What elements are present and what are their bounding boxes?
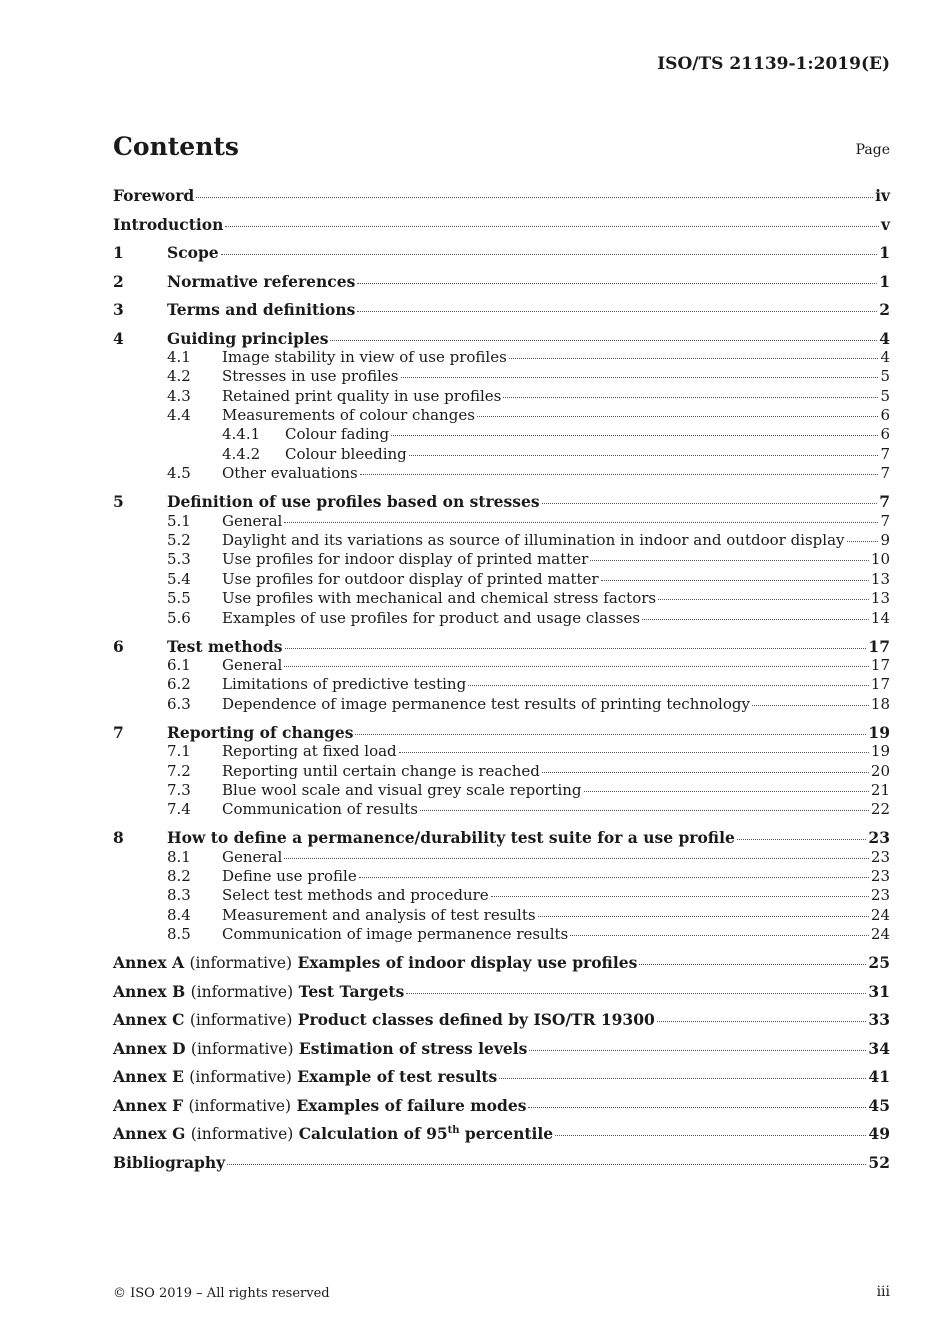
toc-page: v [880, 214, 890, 234]
page-number: iii [876, 1284, 890, 1300]
document-id: ISO/TS 21139-1:2019(E) [657, 54, 890, 74]
toc-entry-section-2[interactable] [113, 272, 890, 301]
dot-leader [542, 503, 878, 504]
toc-entry-section-4[interactable] [113, 329, 890, 348]
dot-leader [468, 685, 869, 686]
toc-entry-annex[interactable] [113, 1124, 890, 1153]
toc-page: 13 [870, 569, 890, 588]
dot-leader [590, 560, 869, 561]
toc-page: 45 [868, 1095, 890, 1115]
toc-page: 7 [879, 492, 890, 512]
dot-leader [555, 1135, 866, 1136]
toc-title: Blue wool scale and visual grey scale reporting [222, 780, 582, 799]
toc-entry-subsection-5.6[interactable] [113, 609, 890, 637]
toc-page: 5 [880, 386, 890, 405]
toc-entry-section-5[interactable] [113, 492, 890, 511]
dot-leader [542, 772, 869, 773]
annex-title: Test Targets [298, 981, 405, 1001]
toc-title: Use profiles with mechanical and chemical stress factors [222, 589, 657, 608]
toc-title: Scope [167, 243, 219, 262]
toc-title: Select test methods and procedure [222, 886, 489, 905]
dot-leader [642, 619, 869, 620]
toc-entry-section-7[interactable] [113, 723, 890, 742]
toc-page: 34 [868, 1038, 890, 1058]
subsection-number: 6.3 [167, 694, 191, 713]
toc-page: 7 [880, 511, 890, 530]
dot-leader [406, 993, 866, 994]
toc-entry-subsection-8.5[interactable] [113, 925, 890, 953]
subsection-number: 5.4 [167, 569, 191, 588]
toc-page: 19 [868, 722, 890, 742]
toc-entry-section-3[interactable] [113, 300, 890, 329]
subsection-number: 5.5 [167, 589, 191, 608]
toc-page: 22 [870, 800, 890, 819]
toc-title: Measurement and analysis of test results [222, 905, 536, 924]
toc-page: 9 [880, 531, 890, 550]
toc-entry-subsection-5.3[interactable] [113, 550, 890, 569]
toc-page: 17 [870, 655, 890, 674]
toc-entry-subsection-7.2[interactable] [113, 762, 890, 781]
toc-page: 5 [880, 367, 890, 386]
dot-leader [529, 1050, 866, 1051]
toc-page: 52 [868, 1152, 890, 1172]
page-column-label: Page [855, 142, 890, 158]
toc-entry-subsection-8.3[interactable] [113, 886, 890, 905]
toc-entry-subsection-4.3[interactable] [113, 387, 890, 406]
toc-entry-subsection-4.2[interactable] [113, 367, 890, 386]
annex-title: Example of test results [297, 1067, 498, 1087]
annex-label: Annex D [113, 1038, 186, 1058]
toc-title: Communication of image permanence results [222, 925, 569, 944]
annex-title: Examples of failure modes [296, 1095, 527, 1115]
dot-leader [503, 397, 878, 398]
dot-leader [538, 916, 869, 917]
toc-page: 23 [868, 828, 890, 848]
subsection-number: 6.2 [167, 675, 191, 694]
toc-entry-section-6[interactable] [113, 637, 890, 656]
dot-leader [584, 791, 869, 792]
dot-leader [360, 474, 879, 475]
toc-page: 21 [870, 780, 890, 799]
toc-page: 2 [879, 300, 890, 319]
subsection-number: 7.1 [167, 742, 191, 761]
toc-entry-subsection-4.4[interactable] [113, 406, 890, 425]
toc-title: Measurements of colour changes [222, 406, 475, 425]
toc-page: 13 [870, 589, 890, 608]
annex-label: Annex E [113, 1067, 184, 1087]
toc-page: 33 [868, 1010, 890, 1030]
subsection-number: 4.1 [167, 347, 191, 366]
section-number: 3 [113, 300, 124, 319]
dot-leader [357, 311, 877, 312]
toc-entry-bibliography[interactable] [113, 1153, 890, 1182]
toc-title: How to define a permanence/durability test suite for a use profile [167, 828, 735, 848]
dot-leader [477, 416, 879, 417]
toc-page: 23 [870, 886, 890, 905]
dot-leader [491, 896, 869, 897]
toc-page: 6 [880, 425, 890, 444]
annex-heading [113, 1124, 553, 1144]
toc-entry-subsection-5.1[interactable] [113, 512, 890, 531]
toc-title: Communication of results [222, 800, 418, 819]
dot-leader [409, 455, 879, 456]
subsection-number: 5.2 [167, 531, 191, 550]
dot-leader [225, 226, 879, 227]
toc-page: 6 [880, 406, 890, 425]
toc-entry-annex[interactable] [113, 1096, 890, 1125]
annex-kind: (informative) [189, 1068, 292, 1087]
toc-entry-annex[interactable] [113, 982, 890, 1011]
section-number: 8 [113, 828, 124, 848]
toc-entry-annex[interactable] [113, 1039, 890, 1068]
table-of-contents [113, 186, 890, 1181]
toc-entry-subsection-7.1[interactable] [113, 742, 890, 761]
subsection-number: 4.3 [167, 386, 191, 405]
toc-title: Test methods [167, 636, 283, 656]
section-number: 6 [113, 636, 124, 656]
toc-title: Introduction [113, 214, 224, 234]
annex-title: Product classes defined by ISO/TR 19300 [297, 1010, 655, 1030]
copyright-notice: © ISO 2019 – All rights reserved [113, 1286, 330, 1301]
annex-kind: (informative) [190, 1039, 294, 1058]
subsection-number: 8.4 [167, 905, 191, 924]
toc-title: Examples of use profiles for product and usage classes [222, 608, 641, 627]
toc-page: 49 [868, 1124, 890, 1144]
toc-page: 25 [868, 953, 890, 973]
toc-title: General [222, 847, 283, 866]
annex-heading [113, 982, 404, 1002]
section-number: 5 [113, 492, 124, 512]
toc-entry-subsection-6.3[interactable] [113, 695, 890, 723]
subsection-number: 8.2 [167, 867, 191, 886]
dot-leader [359, 877, 869, 878]
annex-kind: (informative) [188, 1096, 292, 1115]
dot-leader [284, 858, 869, 859]
subsection-number: 8.5 [167, 925, 191, 944]
toc-entry-section-1[interactable] [113, 243, 890, 272]
dot-leader [330, 340, 877, 341]
dot-leader [221, 254, 878, 255]
dot-leader [639, 964, 866, 965]
subsection-number: 4.5 [167, 464, 191, 483]
toc-title: Retained print quality in use profiles [222, 386, 502, 405]
toc-page: 17 [868, 636, 890, 656]
annex-heading [113, 1039, 527, 1059]
toc-title: Daylight and its variations as source of illumination in indoor and outdoor display [222, 531, 845, 550]
annex-kind: (informative) [189, 954, 293, 973]
section-number: 4 [113, 328, 124, 348]
annex-label: Annex B [113, 981, 186, 1001]
toc-title: Use profiles for indoor display of printed matter [222, 550, 589, 569]
toc-entry-subsection-6.1[interactable] [113, 656, 890, 675]
dot-leader [227, 1164, 866, 1165]
dot-leader [847, 541, 879, 542]
toc-entry-subsection-8.1[interactable] [113, 848, 890, 867]
dot-leader [391, 435, 878, 436]
dot-leader [752, 705, 869, 706]
toc-title: Reporting of changes [167, 722, 354, 742]
toc-page: 7 [880, 444, 890, 463]
toc-page: 23 [870, 847, 890, 866]
annex-kind: (informative) [190, 982, 294, 1001]
toc-entry-foreword[interactable] [113, 186, 890, 215]
dot-leader [657, 1021, 867, 1022]
toc-page: 17 [870, 675, 890, 694]
toc-title: Colour bleeding [285, 444, 407, 463]
annex-kind: (informative) [189, 1011, 293, 1030]
dot-leader [420, 810, 869, 811]
toc-title: Colour fading [285, 425, 390, 444]
dot-leader [401, 377, 879, 378]
section-number: 1 [113, 243, 124, 262]
annex-heading [113, 1067, 497, 1087]
toc-page: 7 [880, 464, 890, 483]
toc-entry-subsection-5.5[interactable] [113, 589, 890, 608]
subsection-number: 7.3 [167, 780, 191, 799]
toc-page: 20 [870, 761, 890, 780]
subsection-number: 7.4 [167, 800, 191, 819]
toc-title: Reporting at fixed load [222, 742, 397, 761]
annex-heading [113, 1096, 526, 1116]
toc-title: Use profiles for outdoor display of printed matter [222, 569, 599, 588]
toc-page: 4 [880, 347, 890, 366]
annex-label: Annex F [113, 1095, 184, 1115]
page-title: Contents [113, 132, 240, 161]
toc-entry-subsection-4.5[interactable] [113, 464, 890, 492]
toc-entry-annex[interactable] [113, 1010, 890, 1039]
dot-leader [399, 752, 869, 753]
toc-page: 31 [868, 981, 890, 1001]
toc-entry-section-8[interactable] [113, 828, 890, 847]
toc-entry-subsection-4.1[interactable] [113, 348, 890, 367]
dot-leader [509, 358, 879, 359]
dot-leader [357, 283, 877, 284]
subsection-number: 5.3 [167, 550, 191, 569]
toc-title: Define use profile [222, 867, 357, 886]
toc-entry-subsection-5.2[interactable] [113, 531, 890, 550]
subsection-number: 8.1 [167, 847, 191, 866]
toc-page: 23 [870, 867, 890, 886]
toc-entry-subsection-8.4[interactable] [113, 906, 890, 925]
toc-page: 14 [870, 608, 890, 627]
section-number: 7 [113, 722, 124, 742]
toc-entry-subsection-4.4.2[interactable] [113, 445, 890, 464]
annex-label: Annex C [113, 1010, 185, 1030]
toc-title: Normative references [167, 271, 356, 291]
annex-title-superscript: th [447, 1125, 460, 1137]
dot-leader [528, 1107, 866, 1108]
toc-page: 24 [870, 905, 890, 924]
dot-leader [284, 522, 878, 523]
dot-leader [737, 839, 867, 840]
toc-title: Limitations of predictive testing [222, 675, 467, 694]
toc-entry-subsection-4.4.1[interactable] [113, 425, 890, 444]
toc-page: iv [875, 186, 890, 205]
annex-heading [113, 1010, 655, 1030]
toc-title: Image stability in view of use profiles [222, 347, 507, 366]
toc-title: Bibliography [113, 1152, 226, 1172]
subsection-number: 4.2 [167, 367, 191, 386]
toc-page: 41 [868, 1067, 890, 1087]
annex-label: Annex A [113, 953, 185, 973]
toc-page: 18 [870, 694, 890, 713]
dot-leader [570, 935, 869, 936]
subsection-number: 4.4 [167, 406, 191, 425]
toc-entry-subsection-7.3[interactable] [113, 781, 890, 800]
subsection-number: 4.4.2 [222, 444, 261, 463]
section-number: 2 [113, 271, 124, 291]
dot-leader [285, 648, 867, 649]
toc-page: 24 [870, 925, 890, 944]
dot-leader [658, 599, 869, 600]
toc-entry-annex[interactable] [113, 953, 890, 982]
toc-title: Terms and definitions [167, 300, 356, 319]
toc-entry-subsection-7.4[interactable] [113, 800, 890, 828]
toc-page: 19 [870, 742, 890, 761]
toc-title: Reporting until certain change is reached [222, 761, 540, 780]
toc-page: 4 [879, 328, 890, 348]
annex-title: Calculation of 95 [298, 1124, 448, 1144]
toc-title: Other evaluations [222, 464, 358, 483]
subsection-number: 5.6 [167, 608, 191, 627]
subsection-number: 4.4.1 [222, 425, 261, 444]
subsection-number: 5.1 [167, 511, 191, 530]
annex-heading [113, 953, 637, 973]
toc-title: Foreword [113, 186, 195, 205]
toc-title: General [222, 511, 283, 530]
toc-sections [113, 243, 890, 953]
toc-title: Stresses in use profiles [222, 367, 399, 386]
toc-title: Definition of use profiles based on stresses [167, 492, 540, 512]
toc-page: 1 [879, 243, 890, 262]
toc-page: 1 [879, 271, 890, 291]
toc-entry-subsection-8.2[interactable] [113, 867, 890, 886]
toc-title: Guiding principles [167, 328, 329, 348]
dot-leader [601, 580, 869, 581]
dot-leader [196, 197, 873, 198]
toc-entry-subsection-6.2[interactable] [113, 675, 890, 694]
dot-leader [284, 666, 869, 667]
annex-title: Estimation of stress levels [298, 1038, 528, 1058]
annex-kind: (informative) [190, 1125, 294, 1144]
subsection-number: 6.1 [167, 655, 191, 674]
toc-entry-subsection-5.4[interactable] [113, 570, 890, 589]
subsection-number: 8.3 [167, 886, 191, 905]
annex-title: Examples of indoor display use profiles [297, 953, 638, 973]
toc-entry-annex[interactable] [113, 1067, 890, 1096]
toc-page: 10 [870, 550, 890, 569]
toc-title: Dependence of image permanence test results of printing technology [222, 694, 750, 713]
toc-title: General [222, 655, 283, 674]
toc-entry-introduction[interactable] [113, 215, 890, 244]
dot-leader [355, 734, 866, 735]
subsection-number: 7.2 [167, 761, 191, 780]
annex-label: Annex G [113, 1124, 186, 1144]
dot-leader [499, 1078, 866, 1079]
toc-annexes [113, 953, 890, 1153]
annex-title-continued: percentile [459, 1124, 554, 1144]
